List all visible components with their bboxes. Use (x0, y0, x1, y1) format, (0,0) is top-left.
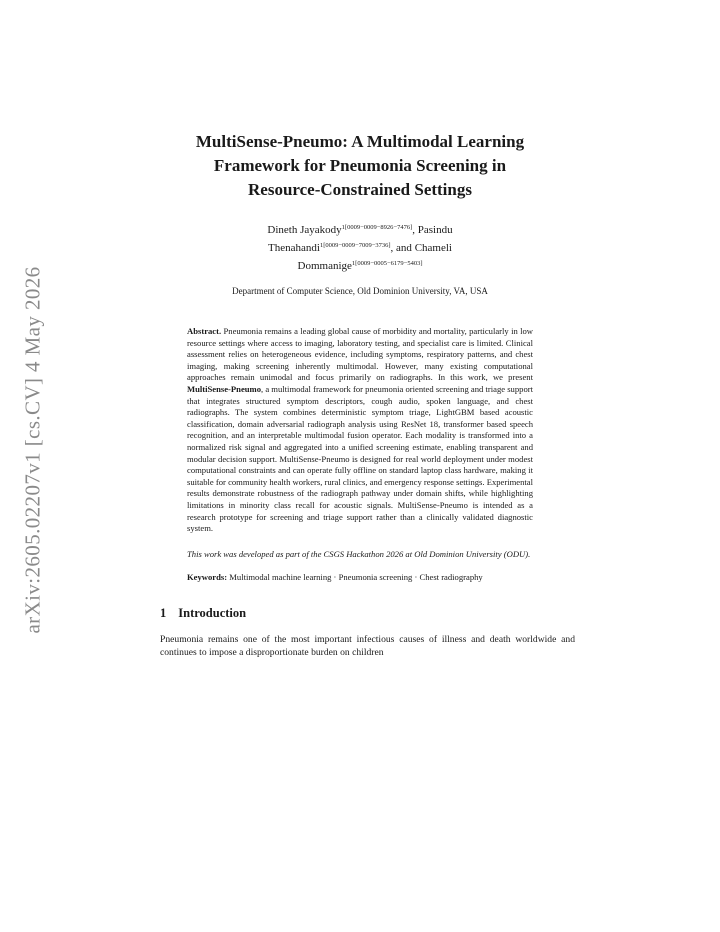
keywords-label: Keywords: (187, 572, 228, 583)
paper-title (170, 130, 550, 202)
author-separator: , (412, 224, 418, 236)
abstract-label: Abstract. (187, 326, 222, 336)
arxiv-identifier: arXiv:2605.02207v1 [cs.CV] 4 May 2026 (20, 266, 45, 634)
intro-paragraph: Pneumonia remains one of the most important infectious causes of illness and death worldwide and continues to impose a disproportionate burden on children (160, 633, 575, 658)
arxiv-sidebar (8, 260, 58, 640)
abstract-text-2: , a multimodal framework for pneumonia oriented screening and triage support that integrates structured symptom descriptors, cough audio, spoken language, and chest radiographs. The system combines deterministic symptom triage, LightGBM based acoustic classification, domain adversarial radiograph analysis using ResNet 18, transformer based speech recognition, and an interpretable multimodal fusion operator. Each modality is transformed into a normalized risk signal and aggregated into a unified screening estimate, enabling transparent and modular decision support. MultiSense-Pneumo is designed for real world deployment under modest computational constraints and can operate fully offline on standard laptop class hardware, making it suitable for community health workers, rural clinics, and emergency response settings. Experimental results demonstrate robustness of the radiograph pathway under domain shifts, while highlighting limitations in minority class recall for acoustic signals. MultiSense-Pneumo is intended as a research prototype for screening and triage support rather than a clinically validated diagnostic system. (187, 383, 533, 534)
abstract-text-1: Pneumonia remains a leading global cause of morbidity and mortality, particularly in low resource settings where access to imaging, laboratory testing, and specialist care is limited. Clinical assessment relies on heterogeneous evidence, including symptoms, respiratory patterns, and chest imaging, making screening inherently multimodal. However, many existing computational approaches remain unimodal and focus primarily on radiographs. In this work, we present (187, 326, 533, 383)
title-line-2: Framework for Pneumonia Screening in (213, 156, 507, 175)
title-line-1: MultiSense-Pneumo: A Multimodal Learning (195, 132, 525, 151)
author-orcid: 1[0009−0009−7009−3736] (319, 242, 391, 249)
author-separator: , and (390, 242, 415, 254)
section-heading (160, 606, 560, 621)
author-orcid: 1[0009−0005−6179−5403] (351, 260, 423, 267)
author-name: Dineth Jayakody (267, 224, 342, 236)
keywords (187, 572, 533, 584)
abstract (187, 326, 533, 535)
paper-page (160, 130, 575, 659)
keywords-text: Multimodal machine learning · Pneumonia screening · Chest radiography (229, 572, 483, 583)
hackathon-note: This work was developed as part of the CSGS Hackathon 2026 at Old Dominion University (ODU). (187, 548, 531, 559)
author-list (205, 220, 515, 274)
affiliation: Department of Computer Science, Old Dominion University, VA, USA (232, 286, 488, 296)
section-title: Introduction (178, 605, 247, 620)
author-orcid: 1[0009−0009−8926−7476] (341, 224, 413, 231)
abstract-system-name: MultiSense-Pneumo (187, 383, 261, 394)
author-name: Pasindu Thenahandi (268, 224, 453, 254)
author-name: Chameli Dommanige (297, 242, 452, 272)
section-number: 1 (160, 605, 167, 620)
title-line-3: Resource-Constrained Settings (248, 180, 472, 199)
